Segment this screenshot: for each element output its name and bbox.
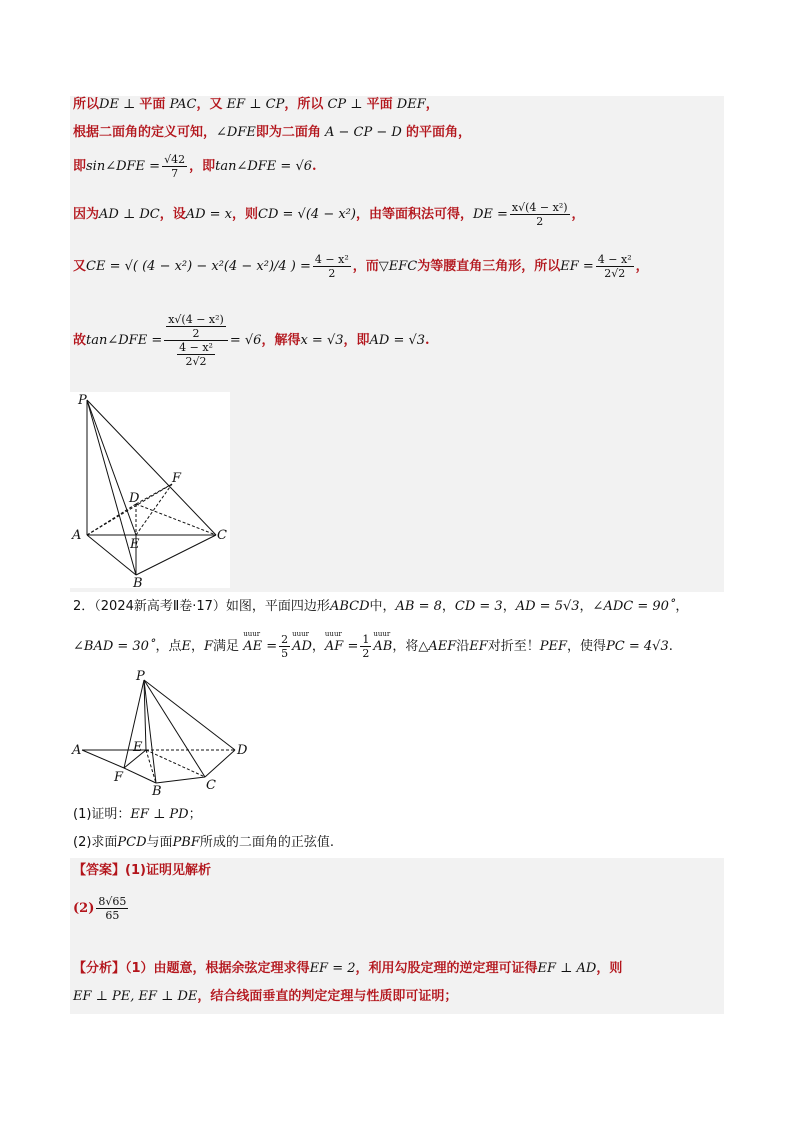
- solution-line-2: 根据二面角的定义可知，∠DFE即为二面角 A − CP − D 的平面角，: [73, 125, 471, 140]
- figure-2-folded-quadrilateral: [70, 668, 260, 800]
- figure-1-label-e: E: [130, 537, 140, 552]
- figure-2-label-b: B: [152, 784, 162, 799]
- figure-1-label-c: C: [217, 528, 227, 543]
- problem-2-question-2: (2)求面PCD与面PBF所成的二面角的正弦值.: [73, 835, 335, 850]
- solution-line-1: 所以DE ⊥ 平面 PAC，又 EF ⊥ CP，所以 CP ⊥ 平面 DEF，: [73, 97, 439, 112]
- figure-1-label-p: P: [78, 393, 87, 408]
- analysis-tag: 【分析】: [73, 961, 126, 976]
- figure-1-label-a: A: [72, 528, 82, 543]
- problem-2-line-2: ∠BAD = 30˚，点E，F满足 uuur AE = $\frac{2}{5}$ uuur AD， uuur AF = $\frac{1}{2}$ uuur AB，将△AEF沿EF对折至！PEF，使得PC = 4√3.: [73, 630, 673, 660]
- solution-line-4: 因为AD ⊥ DC，设AD = x，则CD = √(4 − x²)，由等面积法可得，DE = $\frac{\text{x√(4 − x²)}}{2}$ ，: [73, 201, 585, 228]
- figure-2-label-f: F: [114, 770, 124, 785]
- figure-1-label-b: B: [133, 576, 143, 588]
- figure-2-label-c: C: [206, 778, 216, 793]
- answer-line-1: 【答案】(1)证明见解析: [73, 863, 211, 878]
- solution-line-3: 即sin∠DFE = $\frac{√42}{7}$ ，即tan∠DFE = √6.: [73, 153, 317, 180]
- figure-1-tetrahedron: [70, 392, 230, 588]
- figure-1-label-d: D: [129, 491, 140, 506]
- analysis-line-2: EF ⊥ PE, EF ⊥ DE，结合线面垂直的判定定理与性质即可证明；: [73, 989, 458, 1004]
- problem-2-line-1: 2．（2024新高考Ⅱ卷·17）如图，平面四边形ABCD中，AB = 8，CD = 3，AD = 5√3，∠ADC = 90˚，: [73, 599, 689, 614]
- problem-2-question-1: (1)证明：EF ⊥ PD；: [73, 807, 202, 822]
- figure-1-label-f: F: [172, 471, 182, 486]
- solution-line-5: 又CE = √( (4 − x²) − x²(4 − x²)/4 ) = $\frac{\text{4 − x²}}{2}$ ，而▽EFC为等腰直角三角形，所以EF = $\frac{\text{4 − x²}}{2√2}$ ，: [73, 253, 649, 280]
- figure-2-label-e: E: [133, 740, 143, 755]
- answer-tag: 【答案】: [73, 863, 126, 878]
- figure-2-label-a: A: [72, 743, 82, 758]
- figure-2-label-d: D: [237, 743, 248, 758]
- answer-line-2: (2) $\frac{8√65}{65}$: [73, 895, 127, 922]
- analysis-line-1: 【分析】（1）由题意，根据余弦定理求得EF = 2，利用勾股定理的逆定理可证得EF ⊥ AD，则: [73, 961, 623, 976]
- solution-line-6: 故tan∠DFE = $\frac{\frac{\text{x√(4 − x²)}}{2}}{\frac{\text{4 − x²}}{2√2}}$ = √6，解得x = √3，即AD = √3.: [73, 313, 430, 368]
- figure-2-label-p: P: [136, 669, 145, 684]
